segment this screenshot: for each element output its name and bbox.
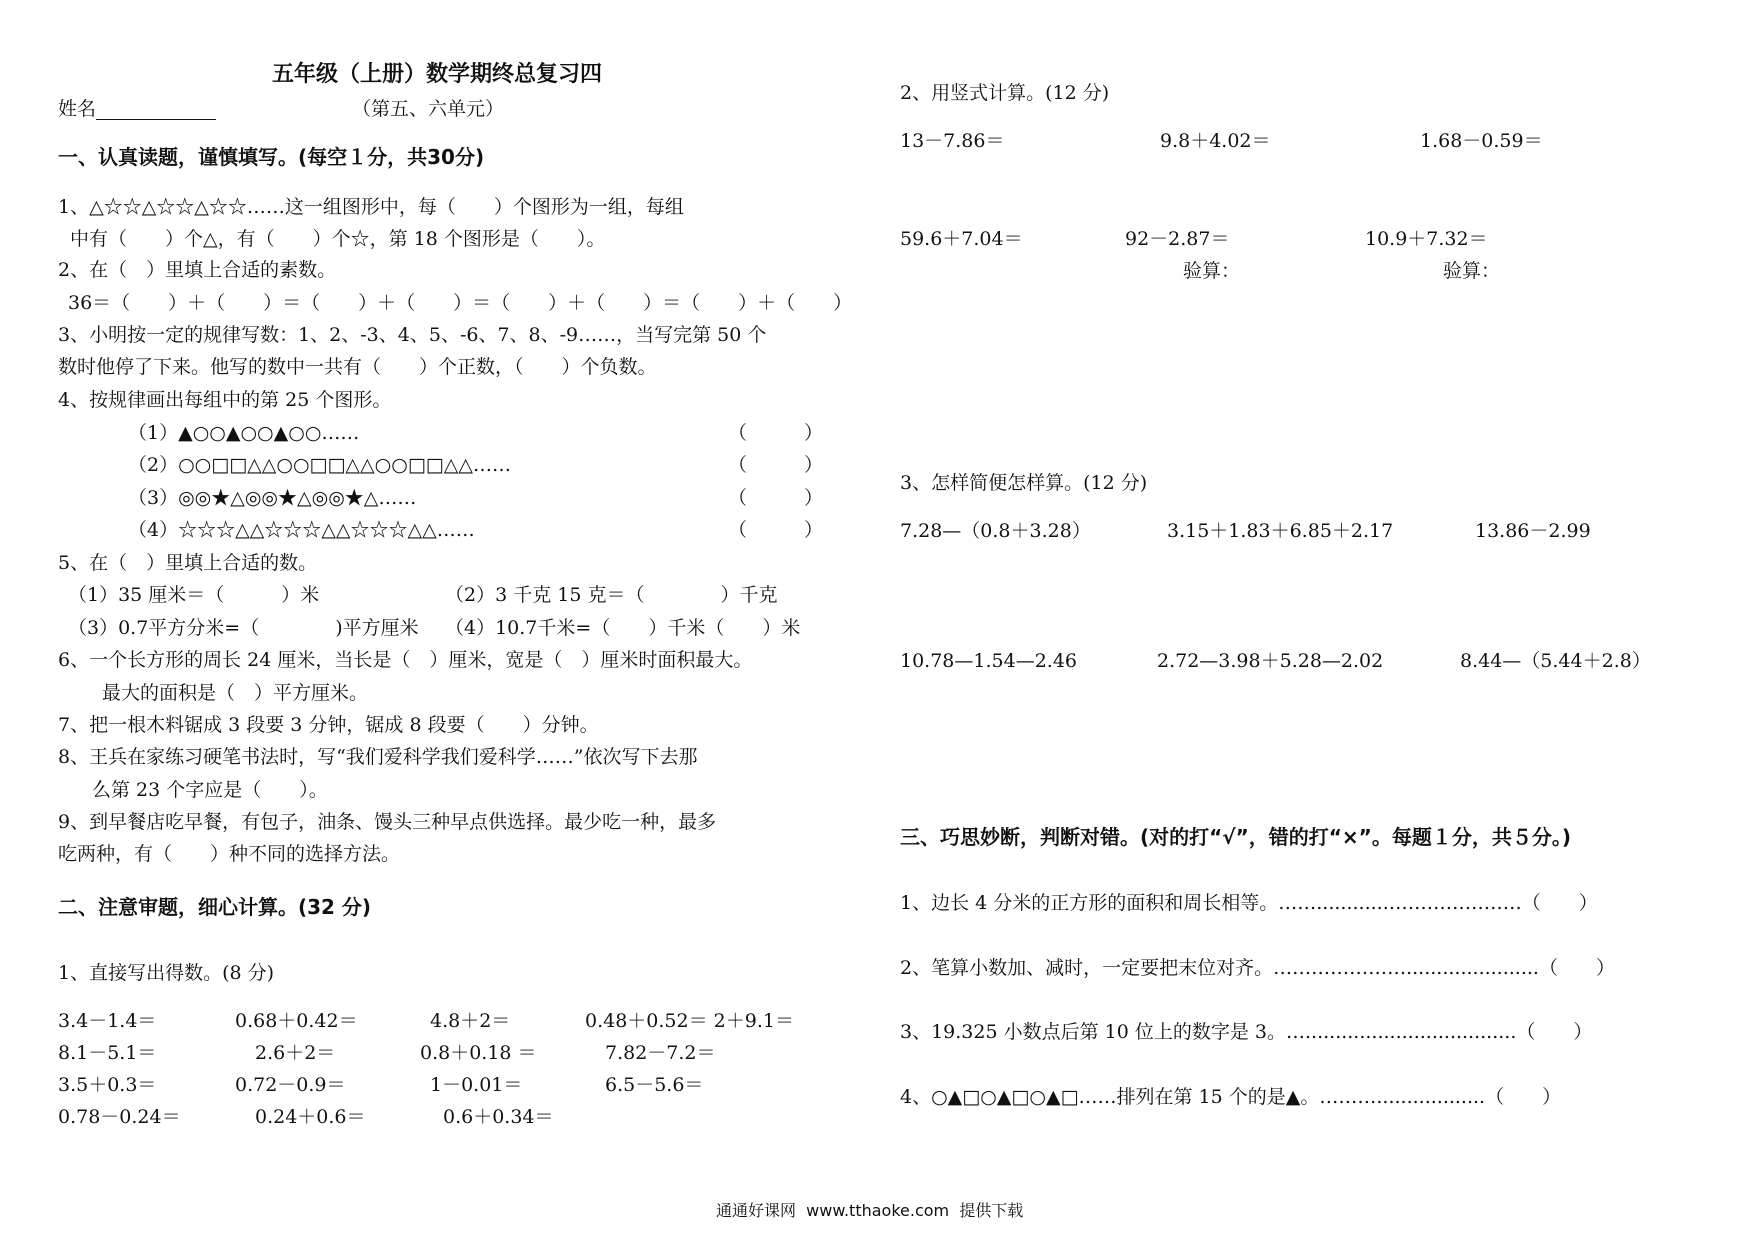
simplify-calc-item: 3.15＋1.83＋6.85＋2.17 (1167, 520, 1394, 542)
vertical-calc-item: 10.9＋7.32＝ (1365, 228, 1488, 250)
pattern-blank-4: （ ） (728, 519, 824, 541)
oral-calc-item: 7.82－7.2＝ (605, 1042, 716, 1064)
oral-calc-item: 6.5－5.6＝ (605, 1074, 704, 1096)
question-3-line-1: 3、小明按一定的规律写数：1、2、-3、4、5、-6、7、8、-9……，当写完第 50 个 (58, 324, 767, 346)
calc-question-1: 1、直接写出得数。(8 分) (58, 962, 275, 984)
calc-question-3: 3、怎样简便怎样算。(12 分) (900, 472, 1148, 494)
pattern-blank-3: （ ） (728, 487, 824, 509)
section-2-heading: 二、注意审题，细心计算。(32 分) (58, 895, 372, 919)
question-8-line-2: 么第 23 个字应是（ ）。 (92, 779, 328, 801)
oral-calc-item: 2.6＋2＝ (255, 1042, 336, 1064)
judgement-item: 3、19.325 小数点后第 10 位上的数字是 3。…...................................（ ） (900, 1021, 1593, 1043)
question-5-4: （4）10.7千米=（ ）千米（ ）米 (445, 617, 801, 639)
simplify-calc-item: 2.72—3.98＋5.28—2.02 (1157, 650, 1384, 672)
pattern-item-1: （1）▲○○▲○○▲○○…… (128, 422, 360, 444)
question-1-line-1: 1、△☆☆△☆☆△☆☆……这一组图形中，每（ ）个图形为一组，每组 (58, 196, 684, 218)
name-blank (96, 101, 216, 120)
oral-calc-item: 1－0.01＝ (430, 1074, 523, 1096)
pattern-item-3: （3）◎◎★△◎◎★△◎◎★△…… (128, 487, 417, 509)
question-2: 2、在（ ）里填上合适的素数。 (58, 259, 337, 281)
simplify-calc-item: 7.28—（0.8＋3.28） (900, 520, 1091, 542)
oral-calc-item: 3.5＋0.3＝ (58, 1074, 157, 1096)
section-1-heading: 一、认真读题，谨慎填写。(每空１分，共30分) (58, 145, 485, 169)
question-8-line-1: 8、王兵在家练习硬笔书法时，写“我们爱科学我们爱科学……”依次写下去那 (58, 746, 698, 768)
oral-calc-item: 4.8＋2＝ (430, 1010, 511, 1032)
oral-calc-item: 0.68＋0.42＝ (235, 1010, 358, 1032)
question-5: 5、在（ ）里填上合适的数。 (58, 552, 318, 574)
oral-calc-item: 0.24＋0.6＝ (255, 1106, 366, 1128)
check-label: 验算： (1183, 260, 1241, 282)
calc-question-2: 2、用竖式计算。(12 分) (900, 82, 1110, 104)
vertical-calc-item: 92－2.87＝ (1125, 228, 1230, 250)
judgement-item: 4、○▲□○▲□○▲□……排列在第 15 个的是▲。………..................（ ） (900, 1086, 1562, 1108)
oral-calc-item: 0.48＋0.52＝ 2＋9.1＝ (585, 1010, 794, 1032)
oral-calc-item: 3.4－1.4＝ (58, 1010, 157, 1032)
question-3-line-2: 数时他停了下来。他写的数中一共有（ ）个正数，（ ）个负数。 (58, 356, 657, 378)
question-2-equation: 36＝（ ）＋（ ）＝（ ）＋（ ）＝（ ）＋（ ）＝（ ）＋（ ） (68, 292, 853, 314)
oral-calc-item: 0.72－0.9＝ (235, 1074, 346, 1096)
footer-credit: 通通好课网 www.tthaoke.com 提供下载 (716, 1201, 1024, 1220)
simplify-calc-item: 8.44—（5.44＋2.8） (1460, 650, 1651, 672)
vertical-calc-item: 59.6＋7.04＝ (900, 228, 1023, 250)
judgement-item: 2、笔算小数加、减时，一定要把末位对齐。…………………......................（ ） (900, 957, 1615, 979)
question-6-line-1: 6、一个长方形的周长 24 厘米，当长是（ ）厘米，宽是（ ）厘米时面积最大。 (58, 649, 753, 671)
pattern-blank-1: （ ） (728, 422, 824, 444)
simplify-calc-item: 10.78—1.54—2.46 (900, 650, 1078, 672)
vertical-calc-item: 1.68－0.59＝ (1420, 130, 1543, 152)
pattern-blank-2: （ ） (728, 454, 824, 476)
oral-calc-item: 0.6＋0.34＝ (443, 1106, 554, 1128)
question-6-line-2: 最大的面积是（ ）平方厘米。 (102, 682, 369, 704)
pattern-item-4: （4）☆☆☆△△☆☆☆△△☆☆☆△△…… (128, 519, 475, 541)
subtitle: （第五、六单元） (352, 98, 505, 120)
question-5-3: （3）0.7平方分米=（ )平方厘米 (68, 617, 419, 639)
judgement-item: 1、边长 4 分米的正方形的面积和周长相等。……............…………………（ ） (900, 892, 1598, 914)
name-field (58, 98, 216, 120)
question-9-line-2: 吃两种，有（ ）种不同的选择方法。 (58, 843, 401, 865)
section-3-heading: 三、巧思妙断，判断对错。(对的打“√”，错的打“×”。每题１分，共５分。) (900, 825, 1571, 849)
oral-calc-item: 0.78－0.24＝ (58, 1106, 181, 1128)
question-1-line-2: 中有（ ）个△，有（ ）个☆，第 18 个图形是（ ）。 (70, 228, 606, 250)
question-7: 7、把一根木料锯成 3 段要 3 分钟，锯成 8 段要（ ）分钟。 (58, 714, 599, 736)
vertical-calc-item: 13－7.86＝ (900, 130, 1005, 152)
oral-calc-item: 8.1－5.1＝ (58, 1042, 157, 1064)
question-5-2: （2）3 千克 15 克＝（ ）千克 (445, 584, 778, 606)
question-5-1: （1）35 厘米＝（ ）米 (68, 584, 320, 606)
name-label: 姓名 (58, 98, 97, 120)
vertical-calc-item: 9.8＋4.02＝ (1160, 130, 1271, 152)
page-title: 五年级（上册）数学期终总复习四 (272, 62, 603, 87)
simplify-calc-item: 13.86－2.99 (1475, 520, 1591, 542)
check-label: 验算： (1443, 260, 1501, 282)
oral-calc-item: 0.8＋0.18 ＝ (420, 1042, 537, 1064)
question-9-line-1: 9、到早餐店吃早餐，有包子，油条、馒头三种早点供选择。最少吃一种，最多 (58, 811, 717, 833)
pattern-item-2: （2）○○□□△△○○□□△△○○□□△△…… (128, 454, 511, 476)
question-4: 4、按规律画出每组中的第 25 个图形。 (58, 389, 392, 411)
